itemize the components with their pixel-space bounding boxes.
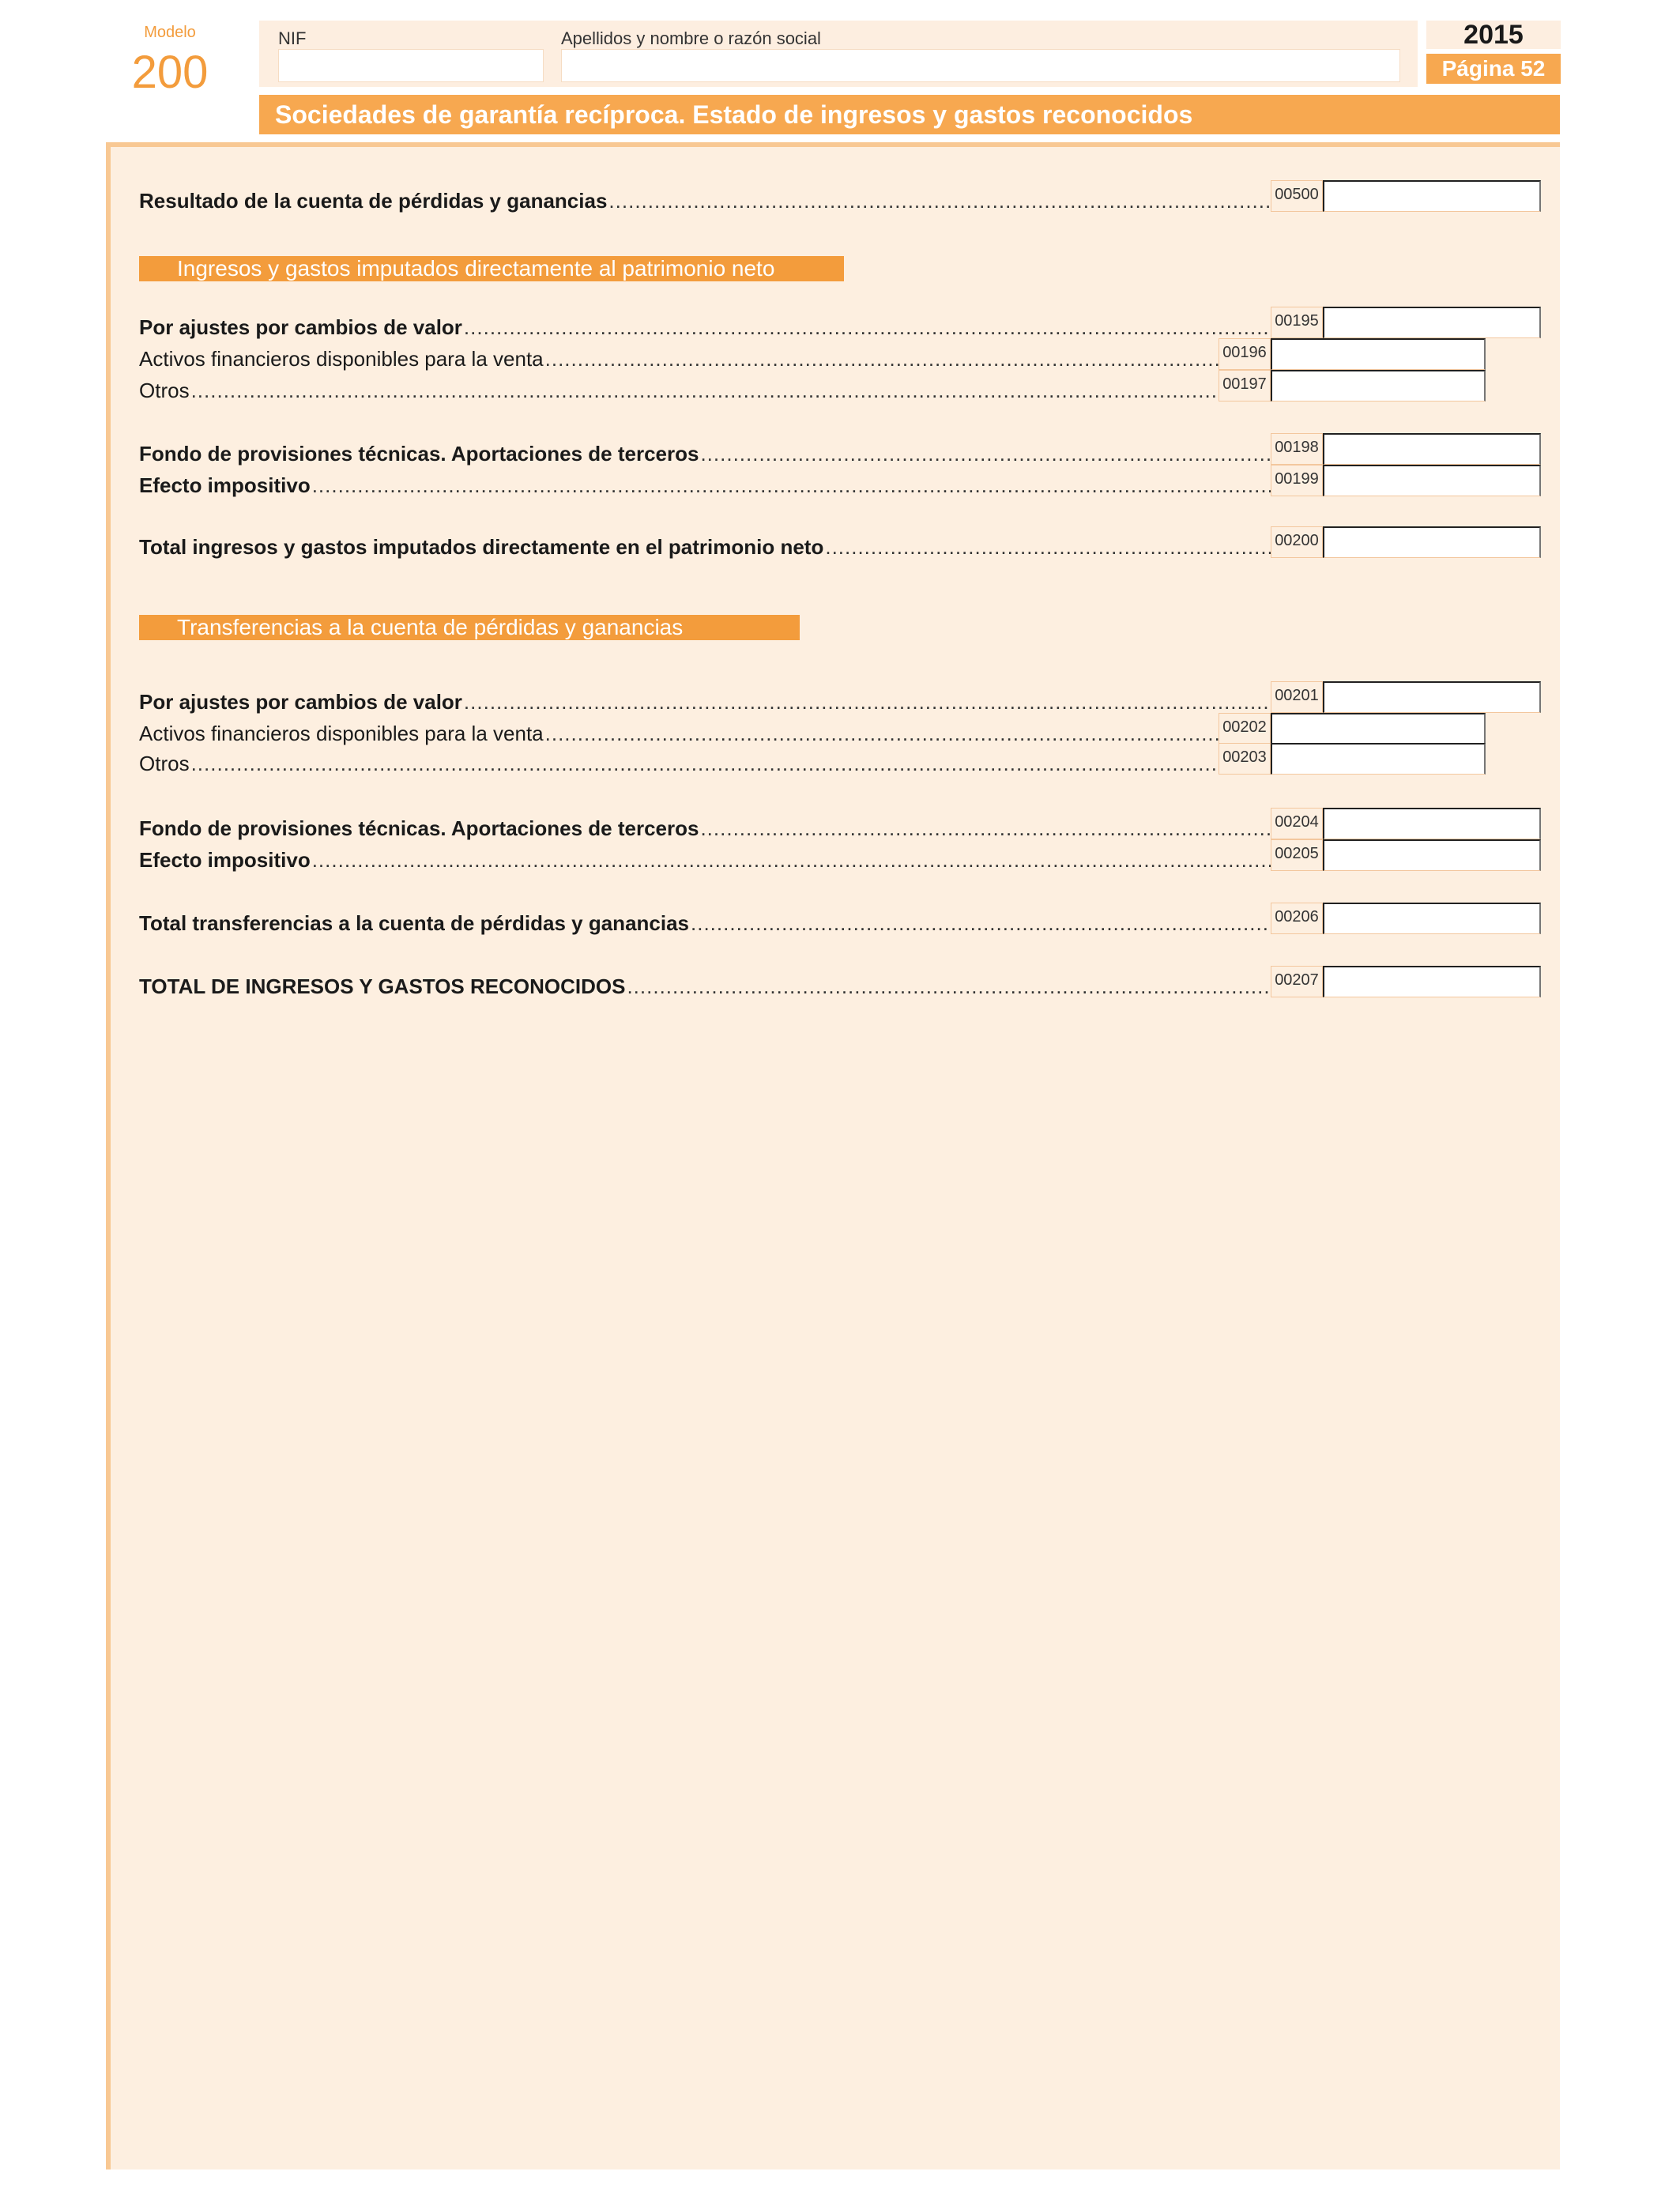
field-00196[interactable] — [1271, 338, 1486, 370]
modelo-label: Modelo — [144, 24, 196, 41]
row-label: Fondo de provisiones técnicas. Aportaciones de terceros — [139, 442, 699, 466]
row-label: Efecto impositivo — [139, 473, 311, 497]
field-00199[interactable] — [1323, 465, 1541, 496]
section-transferencias: Transferencias a la cuenta de pérdidas y ganancias — [139, 615, 800, 640]
row-00195 — [139, 308, 1361, 340]
nif-label: NIF — [278, 28, 307, 48]
code-00195: 00195 — [1271, 307, 1323, 338]
row-00200 — [139, 528, 1361, 560]
code-00199: 00199 — [1271, 465, 1323, 496]
field-00197[interactable] — [1271, 370, 1486, 401]
field-00202[interactable] — [1271, 713, 1486, 745]
field-00205[interactable] — [1323, 839, 1541, 871]
code-00204: 00204 — [1271, 808, 1323, 839]
name-input[interactable] — [561, 49, 1400, 82]
code-00201: 00201 — [1271, 681, 1323, 713]
row-00205 — [139, 841, 1361, 873]
page-badge: Página 52 — [1426, 54, 1561, 84]
row-00202 — [139, 714, 1309, 746]
row-00201 — [139, 683, 1361, 714]
identification-box — [259, 21, 1418, 87]
field-00207[interactable] — [1323, 966, 1541, 997]
code-00207: 00207 — [1271, 966, 1323, 997]
row-00203 — [139, 745, 1309, 776]
form-panel — [106, 142, 1560, 2169]
row-label: Total transferencias a la cuenta de pérdidas y ganancias — [139, 911, 690, 935]
field-00195[interactable] — [1323, 307, 1541, 338]
row-00207 — [139, 967, 1361, 999]
code-00205: 00205 — [1271, 839, 1323, 871]
row-00206 — [139, 904, 1361, 936]
section-imputados: Ingresos y gastos imputados directamente al patrimonio neto — [139, 256, 844, 281]
code-00500: 00500 — [1271, 180, 1323, 212]
modelo-number: 200 — [131, 47, 209, 98]
row-label: Otros — [139, 752, 190, 775]
year-badge: 2015 — [1426, 21, 1561, 49]
code-00202: 00202 — [1219, 713, 1271, 745]
row-label: Por ajustes por cambios de valor — [139, 315, 462, 339]
code-00200: 00200 — [1271, 526, 1323, 558]
row-00198 — [139, 435, 1361, 466]
page-title: Sociedades de garantía recíproca. Estado de ingresos y gastos reconocidos — [259, 95, 1560, 134]
row-label: TOTAL DE INGRESOS Y GASTOS RECONOCIDOS — [139, 974, 626, 998]
row-label: Otros — [139, 379, 190, 402]
field-00200[interactable] — [1323, 526, 1541, 558]
row-label: Activos financieros disponibles para la venta — [139, 722, 544, 745]
row-label: Fondo de provisiones técnicas. Aportaciones de terceros — [139, 816, 699, 840]
field-00204[interactable] — [1323, 808, 1541, 839]
name-label: Apellidos y nombre o razón social — [561, 28, 821, 48]
row-label: Por ajustes por cambios de valor — [139, 690, 462, 714]
row-00500 — [139, 182, 1361, 213]
code-00206: 00206 — [1271, 903, 1323, 934]
row-00196 — [139, 340, 1309, 371]
field-00500[interactable] — [1323, 180, 1541, 212]
row-label: Resultado de la cuenta de pérdidas y ganancias — [139, 189, 608, 213]
field-00206[interactable] — [1323, 903, 1541, 934]
row-00204 — [139, 809, 1361, 841]
row-00197 — [139, 371, 1309, 403]
code-00197: 00197 — [1219, 370, 1271, 401]
field-00201[interactable] — [1323, 681, 1541, 713]
row-label: Activos financieros disponibles para la venta — [139, 347, 544, 371]
row-label: Efecto impositivo — [139, 848, 311, 872]
code-00198: 00198 — [1271, 433, 1323, 465]
row-label: Total ingresos y gastos imputados directamente en el patrimonio neto — [139, 535, 824, 559]
field-00203[interactable] — [1271, 743, 1486, 775]
field-00198[interactable] — [1323, 433, 1541, 465]
code-00196: 00196 — [1219, 338, 1271, 370]
nif-input[interactable] — [278, 49, 544, 82]
code-00203: 00203 — [1219, 743, 1271, 775]
row-00199 — [139, 466, 1361, 498]
